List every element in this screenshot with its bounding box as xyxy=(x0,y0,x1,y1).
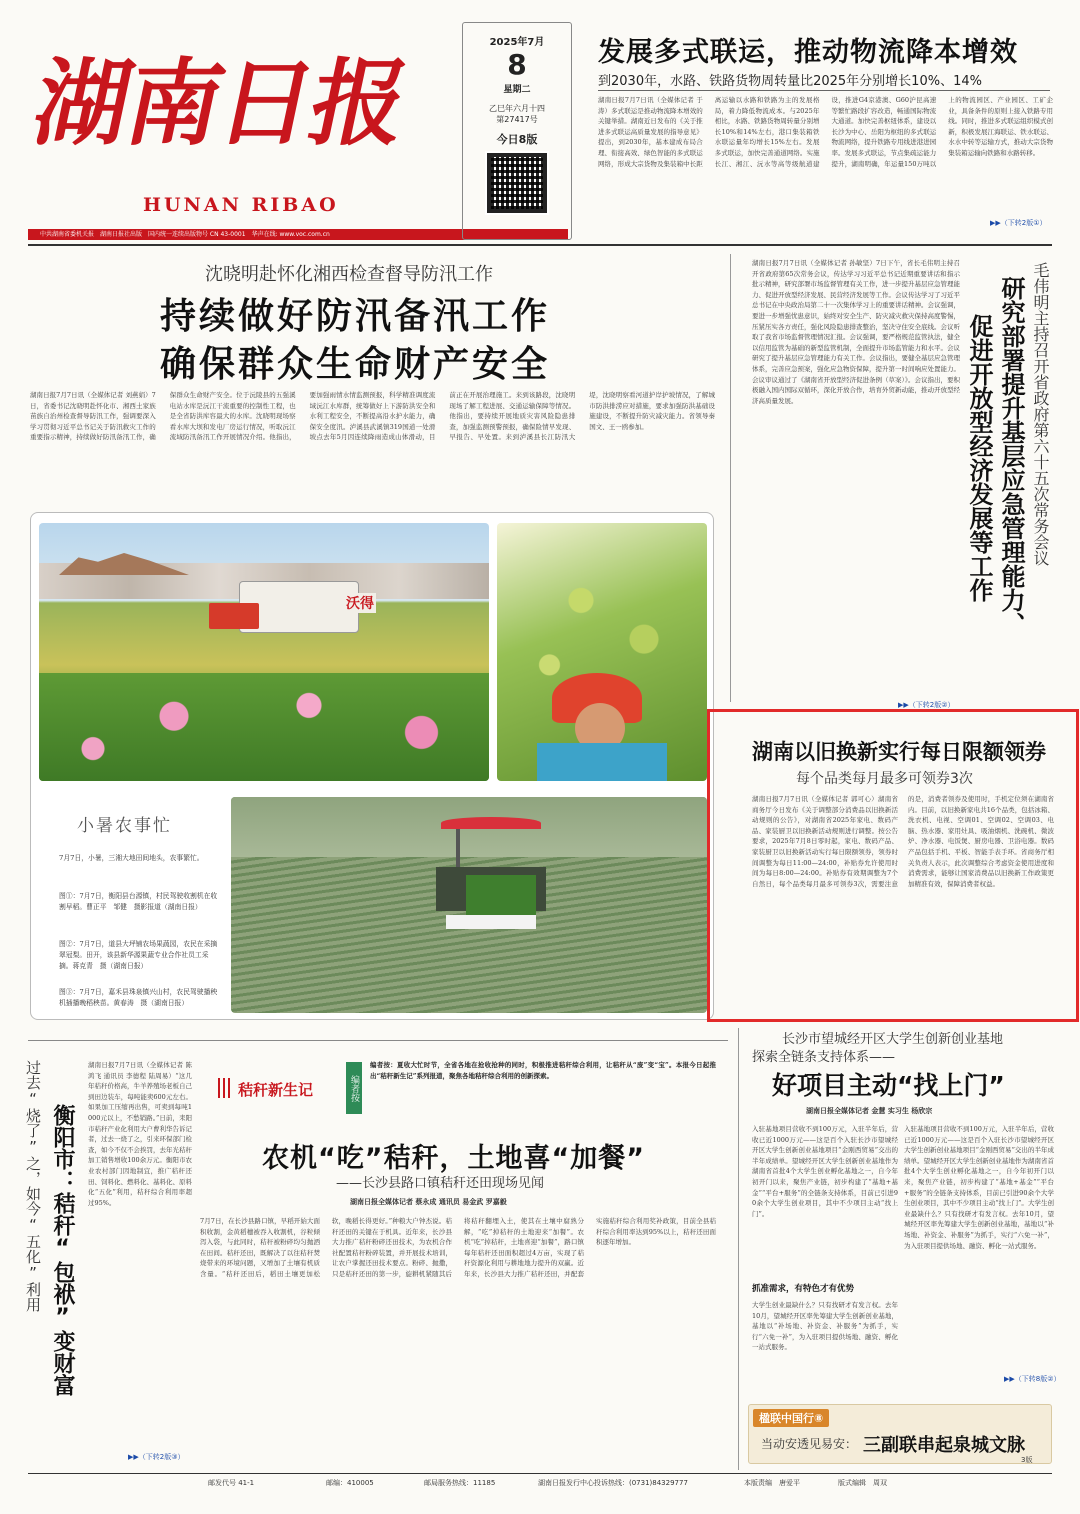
red-banner: 中共湖南省委机关报 湖南日报社出版 国内统一连续出版物号 CN 43-0001 华声在线: www.voc.com.cn xyxy=(28,229,568,240)
story6-more-link[interactable]: ▶▶（下转8版②） xyxy=(1004,1375,1061,1383)
footer-hotline: 邮局服务热线：11185 xyxy=(424,1479,496,1487)
story3-more-link[interactable]: ▶▶（下转2版②） xyxy=(898,701,955,709)
straw-icon xyxy=(218,1078,232,1098)
column1-body: 湖南日报7月7日讯（全媒体记者 陈鸿飞 通讯员 李德程 陆周易）“这几年秸秆价格高，牛羊养殖场老板自己到田边装车，每吨能卖600元左右。如果加工压缩再出售，可卖到每吨1000元以上，不愁销路。”日前，耒阳市秸秆产业化利用大户曹利华告诉记者，过去一烧了之，引来环保部门检查，如今不仅不会挨罚，去年光秸秆加工销售增收100余万元。衡阳市农业农村部门因地制宜，推广秸秆还田、饲料化、燃料化、基料化、原料化“五化”利用，秸秆综合利用率超过95%。 xyxy=(88,1061,192,1207)
logo-pinyin: HUNAN RIBAO xyxy=(143,194,339,216)
promo-box[interactable] xyxy=(748,1404,1052,1464)
lead-more-link[interactable]: ▶▶（下转2版①） xyxy=(990,219,1047,227)
photo-spread xyxy=(30,512,714,1020)
story3-headline-2[interactable]: 促进开放型经济发展等工作 xyxy=(965,314,993,602)
logo: 湖南日报 xyxy=(24,49,416,159)
story3-headline-1[interactable]: 研究部署提升基层应急管理能力、 xyxy=(997,276,1025,636)
date-box xyxy=(462,22,572,240)
photo-title: 小暑农事忙 xyxy=(77,816,172,836)
photo-caption-2: 图②：7月7日，道县大坪铺农场果蔬园，农民在采摘翠冠梨。田开，该县新华源果蔬专业合作社员工采摘。蒋克青 摄（湖南日报） xyxy=(59,940,218,970)
promo-page: 3版 xyxy=(1021,1456,1033,1464)
lead-subtitle: 到2030年，水路、铁路货物周转量比2025年分别增长10%、14% xyxy=(598,74,982,89)
story2-headline-1[interactable]: 持续做好防汛备汛工作 xyxy=(160,296,551,337)
date-weekday: 星期二 xyxy=(503,85,531,95)
date-issue: 第27417号 xyxy=(496,115,538,124)
story5-subtitle: ——长沙县路口镇秸秆还田现场见闻 xyxy=(336,1176,545,1191)
qr-code-icon[interactable] xyxy=(487,153,547,213)
footer-complaint: 湖南日报发行中心投诉热线：(0731)84329777 xyxy=(538,1479,688,1487)
photo-caption-3: 图③：7月7日，嘉禾县珠泉镇兴山村，农民驾驶播秧机插播晚稻秧苗。黄春涛 摄（湖南日报） xyxy=(59,988,218,1007)
photo-harvester[interactable] xyxy=(39,523,489,781)
story6-body2: 大学生创业最缺什么？只有找研才有发言权。去年10月，望城经开区率先筹建大学生创新创业基地，基地以“补场地、补资金、补服务”为抓手，实行“六免一补”，为入驻项目提供场地、融资、孵化一站式服务。 xyxy=(752,1301,898,1352)
footer xyxy=(28,1478,1052,1492)
footer-postal-code: 邮发代号 41-1 xyxy=(208,1479,255,1487)
photo-intro: 7月7日，小暑，三湘大地田间地头，农事繁忙。 xyxy=(59,854,204,862)
date-pages: 今日8版 xyxy=(496,133,538,146)
footer-editor: 本版责编 唐爱平 xyxy=(744,1479,800,1487)
story6-body: 入驻基地项目营收不到100万元，入驻半年后，营收已近1000万元——这是百个入驻长沙市望城经开区大学生创新创业基地项目“金刚西贸易”交出的半年成绩单。望城经开区大学生创新创业基地作为湖南省首批4个大学生创业孵化基地之一，自今年初开门以来，聚焦产业链，初步构建了“基地+基金”“平台+服务”的全链条支持体系，目前已引进90余个大学生创业项目，其中不少项目主动“找上门”。 xyxy=(752,1125,898,1218)
story3-body: 湖南日报7月7日讯（全媒体记者 孙敏坚）7日下午，省长毛伟明主持召开省政府第65次常务会议，传达学习习近平总书记近期重要讲话和指示批示精神，研究部署市场监督管理有关工作，进一步提升基层应急管理能力、促进开放型经济发展、民营经济发展等工作。会议传达学习了习近平总书记在中央政治局第二十一次集体学习上的重要讲话精神。会议强调，要进一步增强忧患意识，始终对安全生产、防灾减灾救灾保持高度警惕，压紧压实各方责任，强化风险隐患排查整治，坚决守住安全底线。会议听取了我省市场监督管理情况汇报。会议强调，要严格规范监管执法，健全以信用监管为基础的新型监管机制，全面提升市场监管能力和水平。会议研究了提升基层应急管理能力有关工作。会议指出，要健全基层应急管理体系，完善应急预案，强化应急物资保障，提升第一时间响应处置能力。会议审议通过了《湖南省开放型经济促进条例（草案）》。会议指出，要积极融入国内国际双循环，深化开放合作，培育外贸新动能，推动开放型经济高质量发展。 xyxy=(752,259,960,405)
story5-editor-note: 编者按：夏收大忙时节，全省各地在抢收抢种的同时，积极推进秸秆综合利用，让秸秆从“废”变“宝”。本报今日起推出“秸秆新生记”系列报道，聚焦各地秸秆综合利用的创新探索。 xyxy=(370,1061,716,1080)
photo-pear-picking[interactable] xyxy=(497,523,707,781)
story5-byline: 湖南日报全媒体记者 蔡永成 通讯员 易金武 罗嘉毅 xyxy=(350,1197,507,1206)
photo-caption-1: 图①：7月7日，衡阳县台源镇，村民驾驶收割机在收割早稻。曹正平 邹健 摄影报道（湖南日报） xyxy=(59,892,218,911)
footer-zip: 邮编：410005 xyxy=(326,1479,374,1487)
promo-text: 当动安透见易安： xyxy=(761,1437,858,1451)
story3-kicker: 毛伟明主持召开省政府第六十五次常务会议 xyxy=(1031,262,1050,566)
story6-body3: 入驻基地项目营收不到100万元，入驻半年后，营收已近1000万元——这是百个入驻长沙市望城经开区大学生创新创业基地项目“金刚西贸易”交出的半年成绩单。望城经开区大学生创新创业基地作为湖南省首批4个大学生创业孵化基地之一，自今年初开门以来，聚焦产业链，初步构建了“基地+基金”“平台+服务”的全链条支持体系，目前已引进90余个大学生创业项目，其中不少项目主动“找上门”。大学生创业最缺什么？只有找研才有发言权。去年10月，望城经开区率先筹建大学生创新创业基地，基地以“补场地、补资金、补服务”为抓手，实行“六免一补”，为入驻项目提供场地、融资、孵化一站式服务。 xyxy=(904,1125,1054,1250)
story5-editor-note-badge: 编者按 xyxy=(346,1062,362,1114)
promo-tag: 楹联中国行⑧ xyxy=(753,1409,829,1427)
lead-title[interactable]: 发展多式联运，推动物流降本增效 xyxy=(598,37,1018,68)
story2-kicker: 沈晓明赴怀化湘西检查督导防汛工作 xyxy=(205,264,493,285)
date-lunar: 乙巳年六月十四 xyxy=(489,104,545,113)
column1-headline[interactable]: 衡阳市：秸秆“包袱”变财富 xyxy=(50,1104,75,1396)
story5-tag: 秸秆新生记 xyxy=(214,1076,332,1102)
promo-headline[interactable]: 三副联串起泉城文脉 xyxy=(863,1435,1025,1456)
story2-headline-2[interactable]: 确保群众生命财产安全 xyxy=(160,344,551,385)
story6-byline: 湖南日报全媒体记者 金慧 实习生 杨欣宗 xyxy=(806,1106,933,1115)
column1-more-link[interactable]: ▶▶（下转2版③） xyxy=(128,1453,185,1461)
photo-transplanter[interactable] xyxy=(231,797,707,1013)
harvester-brand: 沃得 xyxy=(344,593,376,613)
masthead xyxy=(24,18,448,228)
story4-headline[interactable]: 湖南以旧换新实行每日限额领券 xyxy=(752,740,1046,764)
story5-body: 7月7日，在长沙县路口镇，早稻开始大面积收割，金黄稻穗被吞入收割机，谷粒倾泻入袋，与此同时，秸秆被粉碎均匀抛洒在田间。秸秆还田，既解决了以往秸秆焚烧带来的环境问题，又增加了土壤有机质含量。“秸秆还田后，稻田土壤更加松软，晚稻长得更好。”种粮大户钟杰说。秸秆还田的关键在于机具。近年来，长沙县大力推广秸秆粉碎还田技术，为农机合作社配置秸秆粉碎装置，并开展技术培训，让农户掌握还田技术要点。粉碎、抛撒，只是秸秆还田的第一步，旋耕机紧随其后将秸秆翻埋入土，使其在土壤中腐熟分解，“吃”掉秸秆的土地迎来“加餐”。农机“吃”掉秸秆，土地喜迎“加餐”，路口镇每年秸秆还田面积超过4万亩，实现了秸秆资源化利用与耕地地力提升的双赢。近年来，长沙县大力推广秸秆还田，并配套实施秸秆综合利用奖补政策，目前全县秸秆综合利用率达到95%以上，秸秆还田面积逐年增加。 xyxy=(200,1217,716,1278)
lead-body: 湖南日报7月7日讯（全媒体记者 于涛）多式联运是推动物流降本增效的关键举措。湖南近日发布的《关于推进多式联运高质量发展的指导意见》提出，到2030年，基本建成布局合理、衔接高效、绿色智能的多式联运网络，形成大宗货物及集装箱中长距离运输以水路和铁路为主的发展格局，着力降低物流成本。与2025年相比，水路、铁路货物周转量分别增长10%和14%左右，港口集装箱铁水联运量年均增长15%左右。发展多式联运，加快完善通道网络。实施长江、湘江、沅水等高等级航道建设，推进G4京港澳、G60沪昆高速等繁忙路段扩容改造，畅通国际物流大通道。加快完善枢纽体系，建设以长沙为中心、岳阳为枢纽的多式联运物流网络，提升铁路专用线进港进园率。发展多式联运，节点集疏运能力提升，湖南明确，年运量150万吨以上的物流园区、产业园区、工矿企业，具备条件的原则上接入铁路专用线。同时，推进多式联运组织模式创新，积极发展江海联运、铁水联运、水水中转等运输方式，推动大宗货物集装箱运输向铁路和水路转移。 xyxy=(598,96,1053,168)
date-day: 8 xyxy=(507,48,527,81)
story2-body: 湖南日报7月7日讯（全媒体记者 刘燕娟）7日，省委书记沈晓明赴怀化市、湘西土家族苗族自治州检查督导防汛工作，强调要深入学习贯彻习近平总书记关于防汛救灾工作的重要指示精神，持续做好防汛备汛工作，确保群众生命财产安全。位于沅陵县的五强溪电站水库是沅江干流重要的控制性工程，也是全省防洪库容最大的水库。沈晓明现场察看水库大坝和发电厂房运行情况，听取沅江流域防汛备汛工作开展情况介绍。他指出，要加强雨情水情监测预报，科学精准调度流域沅江水库群，统筹做好上下游防洪安全和水利工程安全，不断提高沿水护水能力，确保安全度汛。泸溪县武溪镇319国道一处滑坡点去年5月因连续降雨造成山体滑动，目前正在开展治理施工。来到该路段，沈晓明现场了解工程进展、交通运输保障等情况。他指出，要持续开展地质灾害风险隐患排查，加强监测预警预报，确保险情早发现、早报告、早处置。来到泸溪县长江防汛大堤，沈晓明察看河道护岸护坡情况，了解城市防洪排涝应对措施，要求加强防洪基础设施建设，不断提升防灾减灾能力。省领导秦国文、王一鸥参加。 xyxy=(30,391,715,442)
story6-subhead: 抓准需求，有特色才有优势 xyxy=(752,1284,855,1294)
footer-layout: 版式编辑 周双 xyxy=(838,1479,887,1487)
story6-kicker: 长沙市望城经开区大学生创新创业基地 xyxy=(782,1032,1004,1047)
story4-subtitle: 每个品类每月最多可领券3次 xyxy=(796,771,973,787)
story5-headline[interactable]: 农机“吃”秸秆，土地喜“加餐” xyxy=(262,1143,645,1174)
date-month: 2025年7月 xyxy=(489,37,545,48)
column1-title: 过去“烧了”之，如今“五化”利用 xyxy=(24,1060,42,1312)
story4-body: 湖南日报7月7日讯（全媒体记者 郭可心）湖南省商务厅今日发布《关于调整部分消费品以旧换新活动规则的公告》，对湖南省2025年家电、数码产品、家装厨卫以旧换新活动规则进行调整。按公告要求，2025年7月8日零时起，家电、数码产品、家装厨卫以旧换新活动实行每日限额领券，领券时间调整为每日11:00—24:00，补贴券允许使用时间为每日8:00—24:00。补贴券有效期调整为7个自然日，每个品类每月最多可领券3次，需要注意的是，消费者领券及使用时，手机定位须在湖南省内。目前，以旧换新家电共16个品类，包括冰箱、洗衣机、电视、空调01、空调02、空调03、电脑、热水器、家用灶具、吸油烟机、洗碗机、微波炉、净水器、电饭煲、厨房电器、卫浴电器。数码产品包括手机、平板、智能手表手环。省商务厅相关负责人表示，此次调整综合考虑资金使用进度和消费需求，能够让国家消费品以旧换新工作政策更加精准有效，保障消费者权益。 xyxy=(752,795,1054,888)
story6-headline[interactable]: 好项目主动“找上门” xyxy=(772,1071,1005,1100)
story6-kicker2: 探索全链条支持体系—— xyxy=(752,1050,896,1065)
